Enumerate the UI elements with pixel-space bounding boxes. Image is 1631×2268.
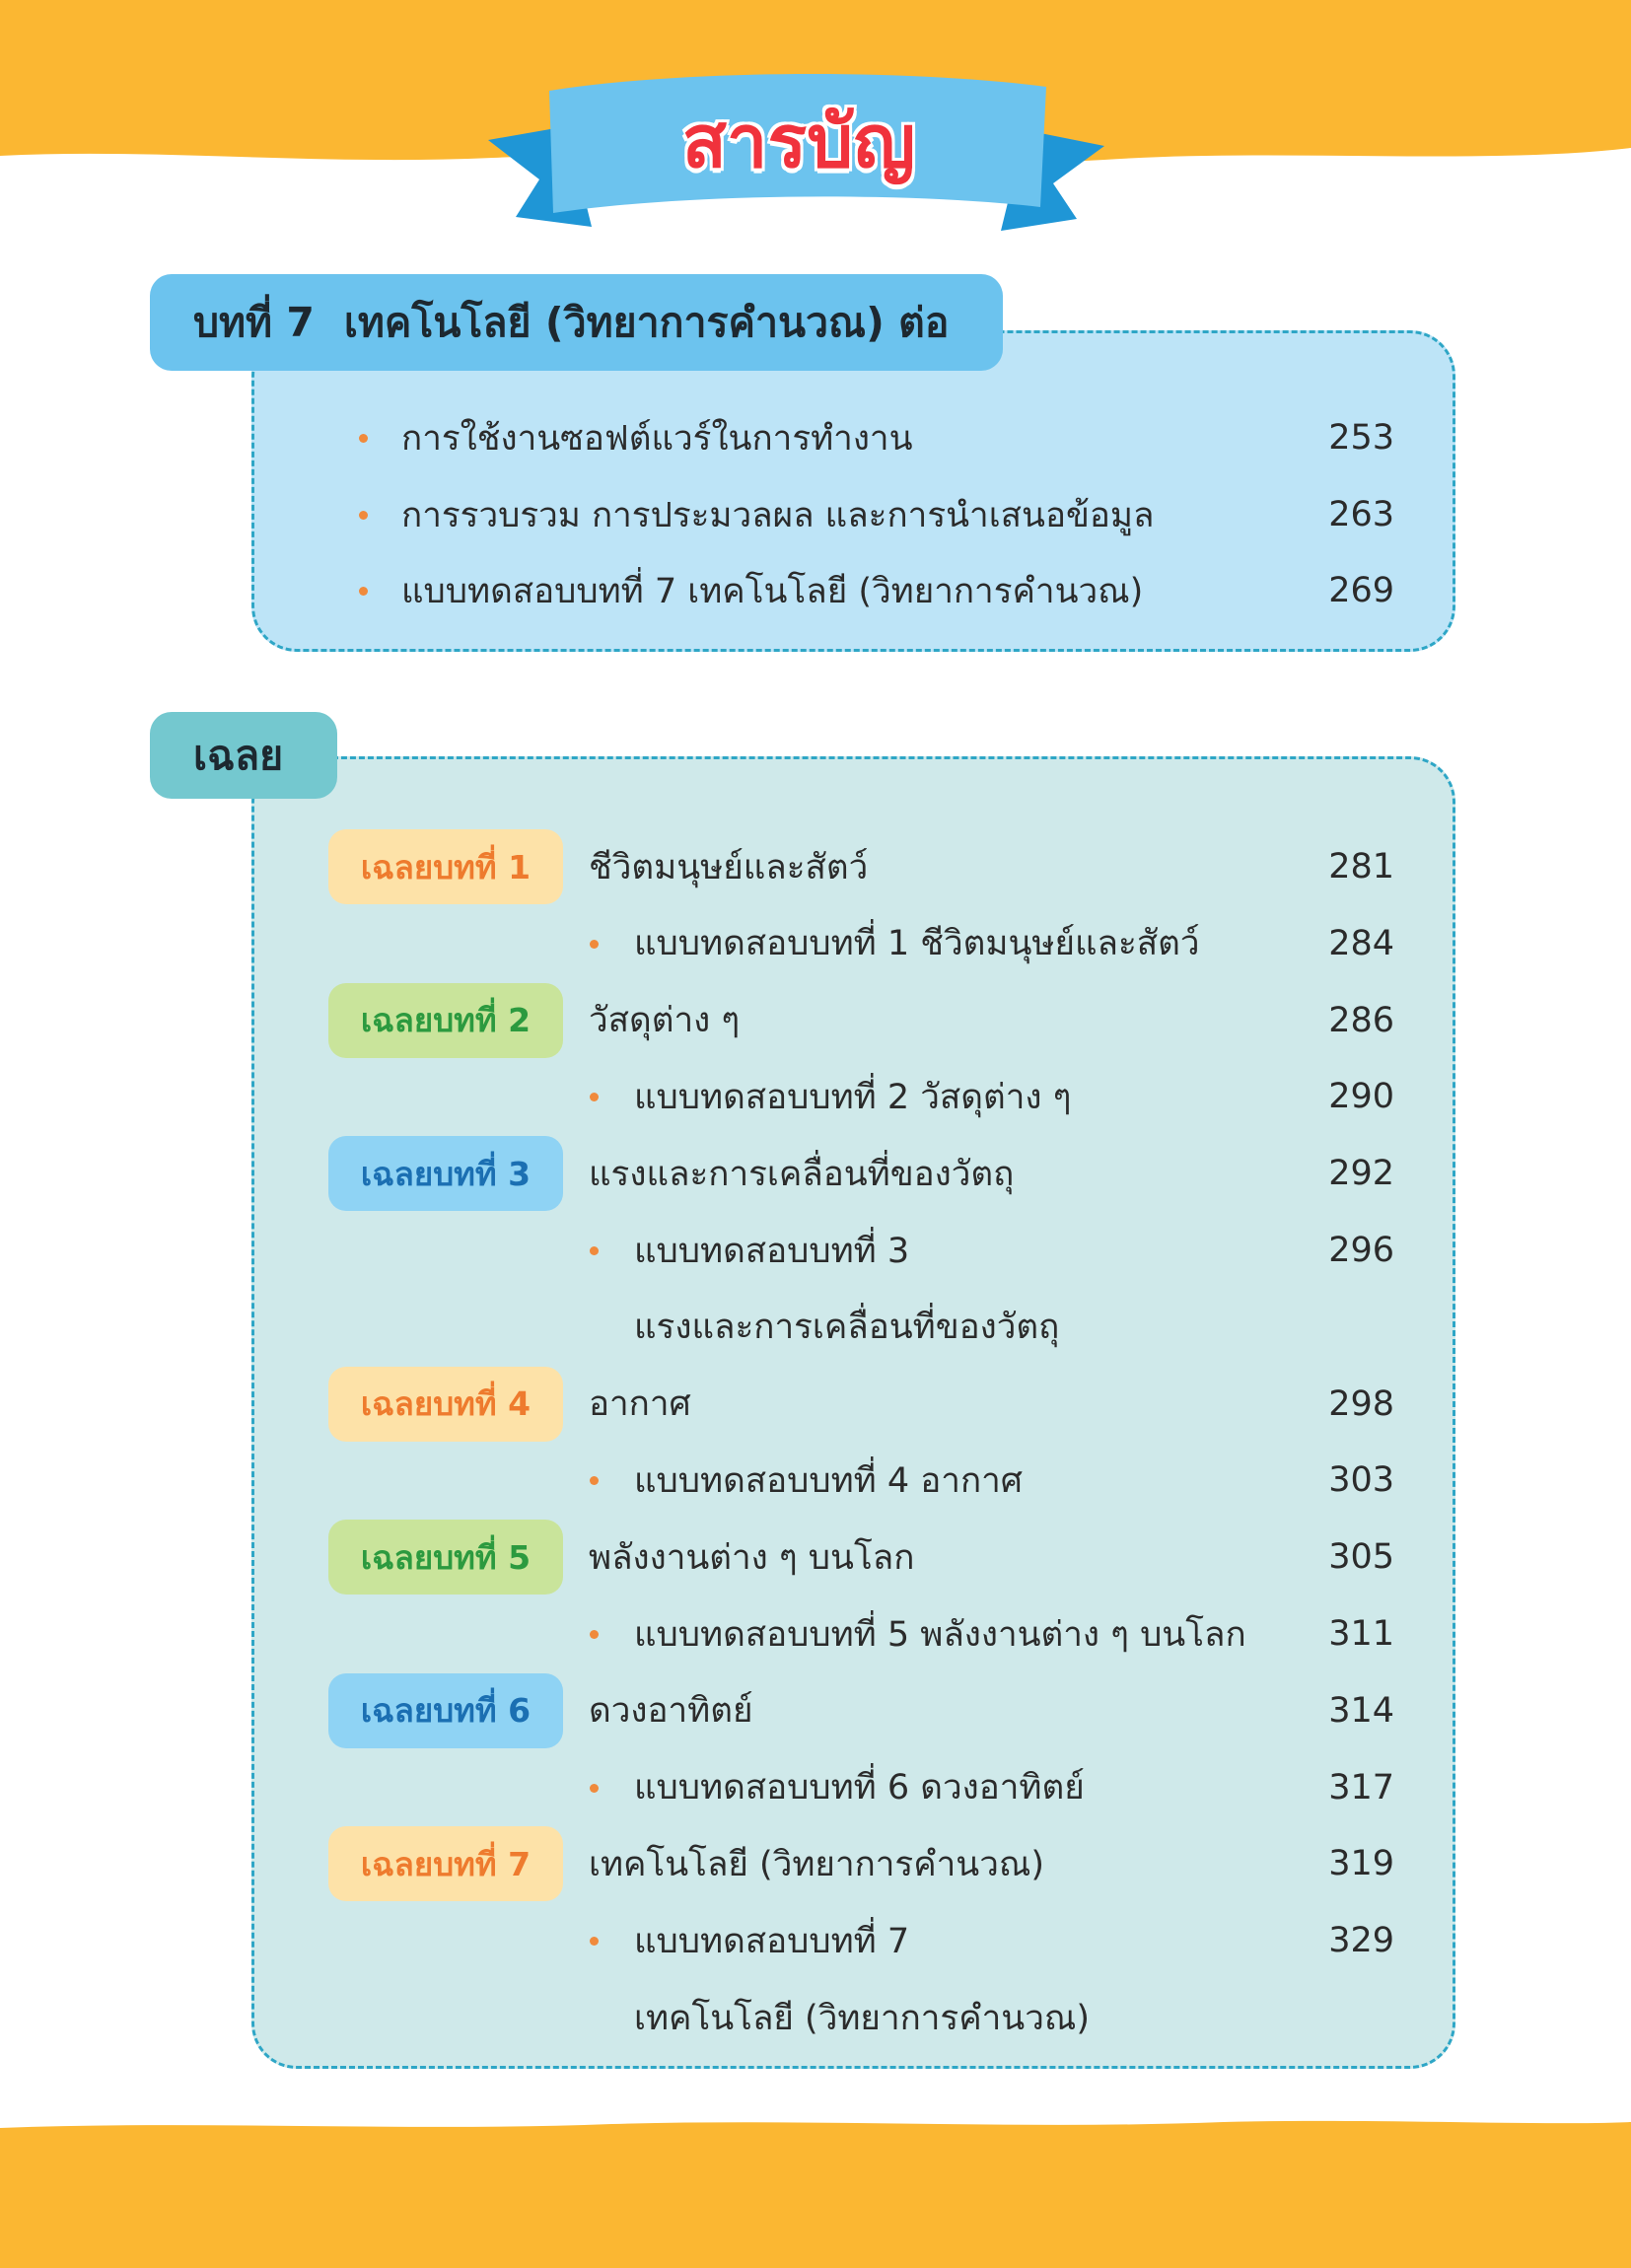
toc-entry-title: การใช้งานซอฟต์แวร์ในการทำงาน bbox=[401, 418, 913, 459]
answer-chapter-row[interactable] bbox=[0, 1825, 1631, 1902]
answer-test-title: แบบทดสอบบทที่ 3 bbox=[634, 1231, 910, 1271]
chapter-badge: เฉลยบทที่ 4 bbox=[328, 1367, 563, 1442]
toc-page-number: 305 bbox=[1328, 1537, 1394, 1578]
answer-test-row-continued bbox=[0, 1289, 1631, 1366]
toc-page-number: 298 bbox=[1328, 1383, 1394, 1424]
answer-chapter-title: เทคโนโลยี (วิทยาการคำนวณ) bbox=[589, 1844, 1045, 1884]
toc-page-number: 311 bbox=[1328, 1614, 1394, 1654]
chapter-badge: เฉลยบทที่ 5 bbox=[328, 1520, 563, 1595]
answer-chapter-title: วัสดุต่าง ๆ bbox=[589, 1001, 741, 1041]
chapter7-heading-number: บทที่ 7 bbox=[193, 298, 315, 346]
toc-page-number: 296 bbox=[1328, 1231, 1394, 1270]
chapter7-heading-title: เทคโนโลยี (วิทยาการคำนวณ) ต่อ bbox=[343, 298, 950, 346]
page-title: สารบัญ bbox=[681, 100, 916, 184]
toc-page-number: 284 bbox=[1328, 923, 1394, 963]
answer-chapter-title: แรงและการเคลื่อนที่ของวัตถุ bbox=[589, 1154, 1015, 1194]
chapter-badge: เฉลยบทที่ 6 bbox=[328, 1673, 563, 1748]
bullet-icon bbox=[590, 1093, 599, 1101]
answer-test-row[interactable] bbox=[0, 1442, 1631, 1519]
bullet-icon bbox=[359, 434, 368, 443]
answer-chapter-row[interactable] bbox=[0, 828, 1631, 905]
toc-page-number: 329 bbox=[1328, 1921, 1394, 1961]
answer-chapter-title: พลังงานต่าง ๆ บนโลก bbox=[589, 1537, 915, 1578]
toc-row[interactable] bbox=[0, 399, 1631, 476]
toc-page-number: 314 bbox=[1328, 1690, 1394, 1731]
bullet-icon bbox=[590, 1630, 599, 1639]
bullet-icon bbox=[359, 587, 368, 596]
toc-page-number: 317 bbox=[1328, 1767, 1394, 1807]
toc-page-number: 303 bbox=[1328, 1460, 1394, 1501]
bullet-icon bbox=[590, 1246, 599, 1255]
answer-test-title: แบบทดสอบบทที่ 7 bbox=[634, 1921, 910, 1961]
bullet-icon bbox=[590, 940, 599, 949]
answer-test-title: แบบทดสอบบทที่ 1 ชีวิตมนุษย์และสัตว์ bbox=[634, 924, 1200, 964]
toc-page-number: 286 bbox=[1328, 1000, 1394, 1040]
bullet-icon bbox=[590, 1476, 599, 1485]
answer-test-row[interactable] bbox=[0, 1212, 1631, 1289]
answers-heading: เฉลย bbox=[193, 731, 284, 779]
answer-chapter-row[interactable] bbox=[0, 1672, 1631, 1749]
answer-chapter-title: อากาศ bbox=[589, 1384, 691, 1425]
toc-page-number: 292 bbox=[1328, 1154, 1394, 1194]
answer-test-row-continued bbox=[0, 1979, 1631, 2056]
toc-page-number: 269 bbox=[1328, 571, 1394, 610]
chapter7-heading-tab bbox=[150, 274, 1003, 371]
chapter-badge: เฉลยบทที่ 2 bbox=[328, 983, 563, 1058]
answer-test-title: แบบทดสอบบทที่ 4 อากาศ bbox=[634, 1460, 1024, 1501]
answer-chapter-title: ชีวิตมนุษย์และสัตว์ bbox=[589, 847, 869, 887]
answer-test-title: แบบทดสอบบทที่ 5 พลังงานต่าง ๆ บนโลก bbox=[634, 1614, 1246, 1655]
bottom-decorative-band bbox=[0, 2110, 1631, 2268]
toc-entry-title: การรวบรวม การประมวลผล และการนำเสนอข้อมูล bbox=[401, 495, 1155, 535]
answer-test-row[interactable] bbox=[0, 1058, 1631, 1135]
answer-chapter-row[interactable] bbox=[0, 982, 1631, 1059]
bullet-icon bbox=[590, 1784, 599, 1793]
chapter-badge: เฉลยบทที่ 1 bbox=[328, 829, 563, 904]
answer-test-title-line2: เทคโนโลยี (วิทยาการคำนวณ) bbox=[634, 1998, 1091, 2038]
answer-test-title: แบบทดสอบบทที่ 6 ดวงอาทิตย์ bbox=[634, 1768, 1085, 1808]
answer-test-row[interactable] bbox=[0, 1902, 1631, 1979]
chapter-badge: เฉลยบทที่ 3 bbox=[328, 1136, 563, 1211]
toc-page-number: 253 bbox=[1328, 418, 1394, 458]
answer-chapter-title: ดวงอาทิตย์ bbox=[589, 1691, 753, 1732]
toc-row[interactable] bbox=[0, 476, 1631, 553]
answer-test-title: แบบทดสอบบทที่ 2 วัสดุต่าง ๆ bbox=[634, 1077, 1072, 1117]
chapter-badge: เฉลยบทที่ 7 bbox=[328, 1826, 563, 1901]
answer-test-title-line2: แรงและการเคลื่อนที่ของวัตถุ bbox=[634, 1308, 1060, 1348]
answer-chapter-row[interactable] bbox=[0, 1519, 1631, 1595]
toc-page-number: 281 bbox=[1328, 847, 1394, 886]
answer-test-row[interactable] bbox=[0, 905, 1631, 982]
bullet-icon bbox=[359, 511, 368, 520]
answer-test-row[interactable] bbox=[0, 1595, 1631, 1672]
answer-test-row[interactable] bbox=[0, 1749, 1631, 1826]
answer-chapter-row[interactable] bbox=[0, 1135, 1631, 1212]
answer-chapter-row[interactable] bbox=[0, 1366, 1631, 1443]
toc-row[interactable] bbox=[0, 552, 1631, 629]
answers-heading-tab bbox=[150, 712, 337, 799]
toc-page-number: 319 bbox=[1328, 1844, 1394, 1884]
toc-page-number: 263 bbox=[1328, 495, 1394, 534]
toc-entry-title: แบบทดสอบบทที่ 7 เทคโนโลยี (วิทยาการคำนวณ) bbox=[401, 571, 1144, 611]
toc-page-number: 290 bbox=[1328, 1077, 1394, 1117]
bullet-icon bbox=[590, 1937, 599, 1946]
